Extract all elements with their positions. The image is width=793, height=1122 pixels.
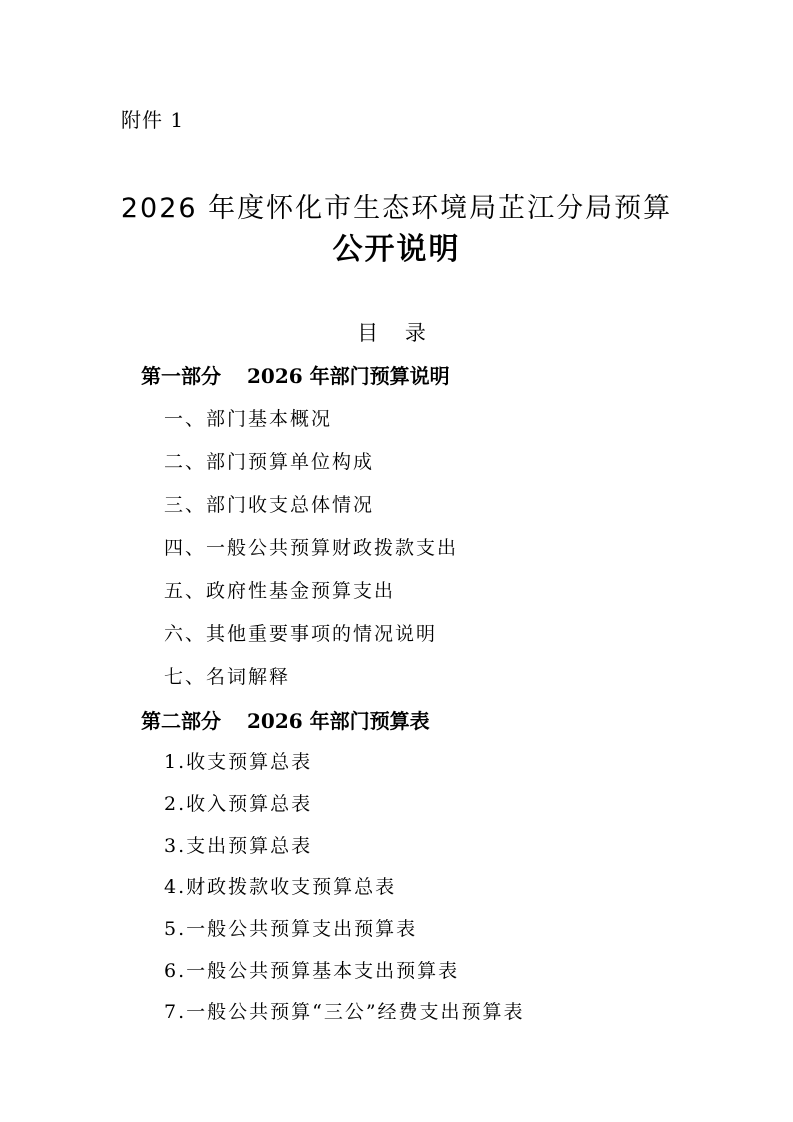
toc-item[interactable]: 二、部门预算单位构成 [164,451,375,473]
toc-part-2-label: 第二部分 [141,709,221,733]
toc-item[interactable]: 1.收支预算总表 [164,751,313,773]
toc-item[interactable]: 一、部门基本概况 [164,408,333,430]
document-title: 2026 年度怀化市生态环境局芷江分局预算 [120,193,673,224]
toc-part-2[interactable] [141,705,430,734]
toc-item[interactable]: 七、名词解释 [164,666,291,688]
toc-item[interactable]: 4.财政拨款收支预算总表 [164,876,397,898]
toc-part-2-title: 2026 年部门预算表 [247,709,430,733]
toc-item[interactable]: 7.一般公共预算“三公”经费支出预算表 [164,1001,525,1023]
attachment-label: 附件 1 [121,108,185,132]
toc-item[interactable]: 五、政府性基金预算支出 [164,580,396,602]
toc-item[interactable]: 5.一般公共预算支出预算表 [164,918,418,940]
toc-item[interactable]: 3.支出预算总表 [164,835,313,857]
toc-part-1-label: 第一部分 [141,364,221,388]
toc-heading: 目 录 [357,321,436,345]
toc-item[interactable]: 六、其他重要事项的情况说明 [164,623,438,645]
toc-item[interactable]: 2.收入预算总表 [164,793,313,815]
toc-item[interactable]: 四、一般公共预算财政拨款支出 [164,537,459,559]
toc-part-1-title: 2026 年部门预算说明 [247,364,450,388]
toc-item[interactable]: 三、部门收支总体情况 [164,494,375,516]
document-subtitle: 公开说明 [332,232,461,267]
toc-item[interactable]: 6.一般公共预算基本支出预算表 [164,960,460,982]
toc-part-1[interactable] [141,360,450,389]
